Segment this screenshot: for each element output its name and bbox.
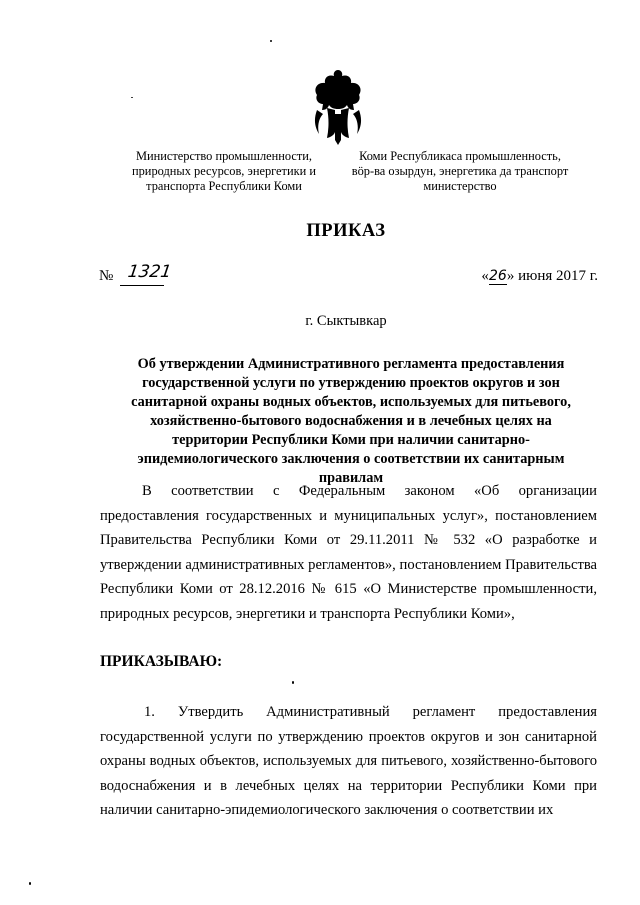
scan-speck [131,97,133,98]
ministry-name-russian [108,149,340,194]
document-title: ПРИКАЗ [306,221,386,241]
komi-coat-of-arms-emblem [309,66,367,148]
ministry-komi-line-3: министерство [423,179,497,193]
ministry-komi-line-2: вӧр-ва озырдун, энергетика да транспорт [351,164,569,178]
ministry-ru-line-1: Министерство промышленности, [135,149,313,163]
scan-speck [29,882,31,885]
order-subject: Об утверждении Административного регламента предоставления государственной услуги по утверждению проектов округов и зон санитарной охраны водных объектов, используемых для питьевого, хозяйственно-бытового водоснабжения и в лечебных целях на территории Республики Коми при наличии санитарно-эпидемиологического заключения о соответствии их санитарным правилам [131,356,571,486]
order-word: ПРИКАЗЫВАЮ: [100,653,223,670]
ministry-komi-line-1: Коми Республикаса промышленность, [359,149,561,163]
date-open-quote: « [481,268,489,284]
date-month-year: » июня 2017 г. [506,268,598,284]
order-date [481,268,598,285]
preamble-paragraph: В соответствии с Федеральным законом «Об организации предоставления государственных и муниципальных услуг», постановлением Правительства Республики Коми от 29.11.2011 № 532 «О разработке и утверждении административных регламентов», постановлением Правительства Республики Коми от 28.12.2016 № 615 «О Министерстве промышленности, природных ресурсов, энергетики и транспорта Республики Коми», [100,483,597,622]
number-label: № [99,268,114,284]
date-day: 26 [488,268,507,284]
ministry-ru-line-3: транспорта Республики Коми [146,179,302,193]
scan-speck [270,40,272,42]
scan-speck [292,681,294,684]
ministry-name-komi [340,149,580,194]
ministry-ru-line-2: природных ресурсов, энергетики и [131,164,316,178]
city-name: г. Сыктывкар [305,313,387,329]
number-underline [120,285,164,286]
order-item-1: 1. Утвердить Административный регламент предоставления государственной услуги по утверждению проектов округов и зон санитарной охраны водных объектов, используемых для питьевого, хозяйственно-бытового водоснабжения и в лечебных целях на территории Республики Коми при наличии санитарно-эпидемиологического заключения о соответствии их [100,704,597,818]
order-number: 1321 [126,262,173,282]
